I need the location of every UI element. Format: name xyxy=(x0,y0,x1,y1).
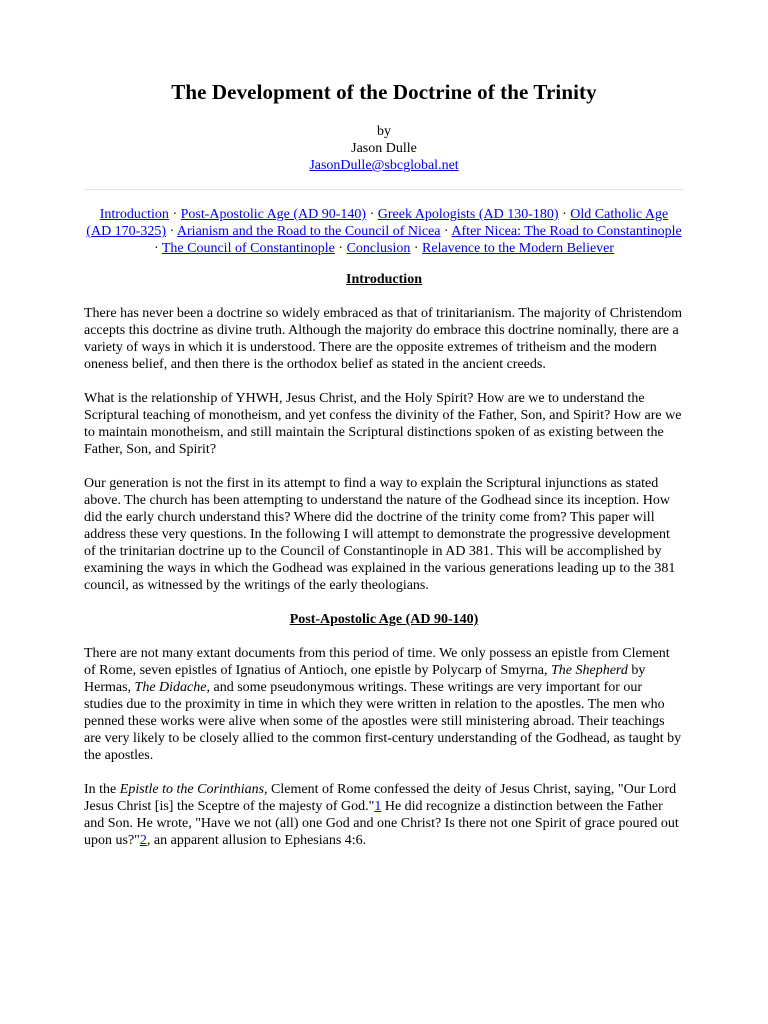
toc-link-constantinople[interactable]: The Council of Constantinople xyxy=(161,241,335,256)
toc-link-arianism[interactable]: Arianism and the Road to the Council of Nicea xyxy=(176,224,441,239)
divider xyxy=(84,189,684,190)
toc-link-after-nicea[interactable]: After Nicea: The Road to Constantinople xyxy=(451,224,682,239)
toc-link-introduction[interactable]: Introduction xyxy=(99,207,169,222)
title-the-didache: The Didache xyxy=(134,680,207,695)
toc-separator: · xyxy=(334,241,347,256)
intro-paragraph-1: There has never been a doctrine so widely embraced as that of trinitarianism. The majority of Christendom accepts this doctrine as divine truth. Although the majority do embrace this doctrine nominally, there are a variety of ways in which it is understood. There are the opposite extremes of tritheism and the modern oneness belief, and then there is the orthodox belief as stated in the ancient creeds. xyxy=(84,306,683,372)
section-heading-post-apostolic: Post-Apostolic Age (AD 90-140) xyxy=(289,612,479,627)
toc-separator: · xyxy=(168,207,181,222)
section-heading-introduction: Introduction xyxy=(346,272,422,287)
post-apostolic-paragraph-2 xyxy=(84,781,684,849)
table-of-contents xyxy=(84,206,684,257)
author-email-link[interactable]: JasonDulle@sbcglobal.net xyxy=(309,158,459,173)
byline xyxy=(84,123,684,174)
toc-separator: · xyxy=(558,207,571,222)
text-run: , an apparent allusion to Ephesians 4:6. xyxy=(146,833,367,848)
toc-link-old-catholic[interactable]: Old Catholic Age (AD 170-325) xyxy=(86,207,669,239)
author-name: Jason Dulle xyxy=(351,141,417,156)
title-the-shepherd: The Shepherd xyxy=(550,663,628,678)
document-title: The Development of the Doctrine of the Trinity xyxy=(171,80,597,104)
footnote-link-1[interactable]: 1 xyxy=(374,799,382,814)
text-run: by Hermas, xyxy=(84,663,646,695)
toc-separator: · xyxy=(366,207,378,222)
text-run: In the xyxy=(84,782,120,797)
toc-link-greek-apologists[interactable]: Greek Apologists (AD 130-180) xyxy=(377,207,559,222)
document-content xyxy=(84,80,684,866)
toc-link-conclusion[interactable]: Conclusion xyxy=(346,241,411,256)
text-run: He did recognize a distinction between the Father and Son. He wrote, "Have we not (all) one God and one Christ? Is there not one Spirit of grace poured out upon us?" xyxy=(84,799,679,848)
toc-separator: · xyxy=(153,241,162,256)
toc-link-post-apostolic[interactable]: Post-Apostolic Age (AD 90-140) xyxy=(180,207,367,222)
title-epistle-to-corinthians: Epistle to the Corinthians xyxy=(119,782,265,797)
text-run: , and some pseudonymous writings. These writings are very important for our studies due to the proximity in time in which they were written in relation to the apostles. The men who penned these works were alive when some of the apostles were still ministering abroad. Their teachings are very likely to be closely allied to the common first-century understanding of the Godhead, as taught by the apostles. xyxy=(84,680,682,763)
toc-link-relevance[interactable]: Relavence to the Modern Believer xyxy=(422,241,615,256)
intro-paragraph-3: Our generation is not the first in its attempt to find a way to explain the Scriptural injunctions as stated above. The church has been attempting to understand the nature of the Godhead since its inception. How did the early church understand this? Where did the doctrine of the trinity come from? This paper will address these very questions. In the following I will attempt to demonstrate the progressive development of the trinitarian doctrine up to the Council of Constantinople in AD 381. This will be accomplished by examining the ways in which the Godhead was explained in the various generations leading up to the 381 council, as witnessed by the writings of the early theologians. xyxy=(84,476,676,593)
text-run: There are not many extant documents from this period of time. We only possess an epistle from Clement of Rome, seven epistles of Ignatius of Antioch, one epistle by Polycarp of Smyrna, xyxy=(84,646,670,678)
toc-separator: · xyxy=(410,241,423,256)
post-apostolic-paragraph-1 xyxy=(84,645,684,764)
intro-paragraph-2: What is the relationship of YHWH, Jesus Christ, and the Holy Spirit? How are we to understand the Scriptural teaching of monotheism, and yet confess the divinity of the Father, Son, and Spirit? How are we to maintain monotheism, and still maintain the Scriptural distinctions spoken of as existing between the Father, Son, and Spirit? xyxy=(84,391,682,457)
toc-separator: · xyxy=(166,224,177,239)
toc-separator: · xyxy=(440,224,452,239)
text-run: , Clement of Rome confessed the deity of Jesus Christ, saying, "Our Lord Jesus Christ [is] the Sceptre of the majesty of God." xyxy=(84,782,677,814)
footnote-link-2[interactable]: 2 xyxy=(139,833,147,848)
by-label: by xyxy=(377,124,391,139)
